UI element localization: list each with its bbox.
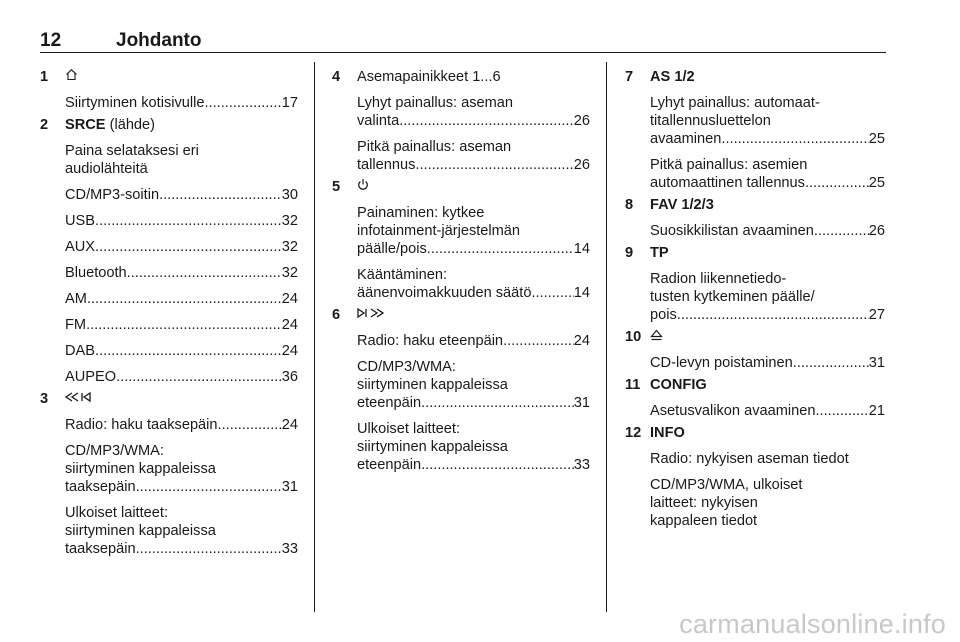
toc-leader — [95, 212, 282, 230]
legend-item — [625, 376, 885, 420]
item-number: 1 — [40, 69, 49, 85]
legend-item — [625, 328, 885, 372]
home-icon — [65, 68, 78, 86]
toc-leader — [95, 238, 282, 256]
description-line: CD/MP3/WMA, ulkoiset — [650, 477, 803, 494]
toc-leader — [86, 316, 282, 334]
page-ref: 17 — [281, 95, 298, 112]
description — [65, 142, 298, 178]
description-line: Painaminen: kytkee — [357, 205, 485, 222]
column-3 — [625, 68, 885, 534]
page-ref: 21 — [868, 403, 885, 420]
description — [357, 332, 590, 350]
toc-text: AUX — [65, 239, 96, 256]
page-ref: 24 — [281, 343, 298, 360]
description — [650, 354, 885, 372]
legend-item — [625, 424, 885, 530]
toc-entry — [65, 316, 298, 334]
toc-text: pois — [650, 307, 677, 323]
toc-leader — [503, 332, 574, 350]
toc-text: valinta — [357, 113, 400, 129]
description — [65, 442, 298, 496]
control-name: SRCE — [65, 117, 106, 134]
page-ref: 33 — [573, 457, 590, 474]
description — [65, 416, 298, 434]
toc-entry — [65, 94, 298, 112]
toc-text: FM — [65, 317, 87, 334]
description-line: tusten kytkeminen päälle/ — [650, 289, 815, 305]
legend-item — [332, 178, 590, 302]
item-title — [650, 376, 885, 394]
description — [357, 420, 590, 474]
description — [65, 238, 298, 256]
page-ref: 24 — [573, 333, 590, 350]
toc-entry — [65, 186, 298, 204]
toc-entry — [650, 306, 885, 324]
toc-entry — [357, 332, 590, 350]
toc-entry — [650, 174, 885, 192]
toc-text: eteenpäin — [357, 457, 422, 474]
item-number: 2 — [40, 117, 49, 134]
toc-leader — [136, 540, 282, 558]
toc-entry — [65, 478, 298, 496]
description-line: Radio: nykyisen aseman tiedot — [650, 451, 849, 468]
description-line: Pitkä painallus: aseman — [357, 139, 512, 155]
toc-entry — [650, 402, 885, 420]
toc-entry — [65, 540, 298, 558]
description-line: Lyhyt painallus: automaat- — [650, 95, 820, 111]
legend-item — [625, 244, 885, 324]
legend-item — [40, 390, 298, 558]
description — [650, 402, 885, 420]
item-title — [65, 390, 298, 408]
toc-text: tallennus — [357, 157, 416, 173]
item-title — [65, 68, 298, 86]
page-header — [40, 30, 886, 52]
section-title: Johdanto — [116, 30, 202, 51]
description — [65, 316, 298, 334]
header-rule — [40, 52, 886, 53]
item-number: 4 — [332, 69, 341, 85]
description-line: audiolähteitä — [65, 161, 148, 178]
watermark: carmanualsonline.info — [679, 609, 946, 639]
toc-text: taaksepäin — [65, 541, 136, 558]
toc-entry — [357, 456, 590, 474]
description — [650, 94, 885, 148]
description — [357, 266, 590, 302]
toc-entry — [357, 240, 590, 258]
toc-leader — [399, 112, 574, 130]
toc-text: Radio: haku eteenpäin — [357, 333, 504, 350]
control-name: CONFIG — [650, 377, 707, 394]
page-ref: 24 — [281, 291, 298, 308]
toc-leader — [421, 456, 574, 474]
toc-entry — [65, 416, 298, 434]
page-ref: 26 — [573, 157, 590, 173]
item-title — [650, 328, 885, 346]
control-name: TP — [650, 245, 669, 261]
description — [65, 186, 298, 204]
toc-text: CD/MP3-soitin — [65, 187, 160, 204]
description-line: siirtyminen kappaleissa — [65, 523, 216, 540]
item-number: 9 — [625, 245, 634, 261]
description — [65, 504, 298, 558]
toc-entry — [65, 342, 298, 360]
description-line: siirtyminen kappaleissa — [65, 461, 216, 478]
page-ref: 24 — [281, 417, 298, 434]
description — [650, 270, 885, 324]
toc-leader — [136, 478, 282, 496]
description-line: siirtyminen kappaleissa — [357, 439, 508, 456]
toc-leader — [816, 402, 869, 420]
page-number: 12 — [40, 30, 62, 51]
description — [357, 204, 590, 258]
item-title — [650, 68, 885, 86]
description-line: laitteet: nykyisen — [650, 495, 758, 512]
page-ref: 30 — [281, 187, 298, 204]
page-ref: 24 — [281, 317, 298, 334]
page-ref: 33 — [281, 541, 298, 558]
description — [357, 358, 590, 412]
description — [357, 94, 590, 130]
description — [65, 264, 298, 282]
toc-leader — [127, 264, 282, 282]
page-ref: 26 — [868, 223, 885, 239]
description-line: titallennusluettelon — [650, 113, 771, 129]
legend-item — [625, 196, 885, 240]
column-divider-1 — [314, 62, 315, 612]
page-ref: 14 — [573, 285, 590, 302]
toc-entry — [357, 284, 590, 302]
page-ref: 31 — [281, 479, 298, 496]
description-line: siirtyminen kappaleissa — [357, 377, 508, 394]
description — [650, 450, 885, 468]
item-number: 6 — [332, 307, 341, 324]
column-divider-2 — [606, 62, 607, 612]
toc-entry — [650, 354, 885, 372]
description — [65, 368, 298, 386]
page-ref: 26 — [573, 113, 590, 129]
description-line: Lyhyt painallus: aseman — [357, 95, 514, 111]
item-title — [357, 306, 590, 324]
description-line: kappaleen tiedot — [650, 513, 758, 530]
toc-text: USB — [65, 213, 96, 230]
legend-item — [332, 68, 590, 174]
toc-text: eteenpäin — [357, 395, 422, 412]
legend-item — [332, 306, 590, 474]
description-line: Radion liikennetiedo- — [650, 271, 787, 287]
item-number: 7 — [625, 69, 634, 85]
toc-text: CD-levyn poistaminen — [650, 355, 793, 372]
toc-leader — [205, 94, 282, 112]
item-title — [650, 424, 885, 442]
page-ref: 36 — [281, 369, 298, 386]
toc-entry — [357, 112, 590, 130]
toc-leader — [814, 222, 869, 240]
description — [650, 156, 885, 192]
toc-text: avaaminen — [650, 131, 722, 147]
toc-leader — [421, 394, 574, 412]
toc-text: Radio: haku taaksepäin — [65, 417, 218, 434]
toc-entry — [650, 222, 885, 240]
item-title — [65, 116, 298, 134]
control-name: FAV 1/2/3 — [650, 197, 714, 213]
column-2 — [332, 68, 590, 478]
toc-entry — [65, 238, 298, 256]
page-ref: 32 — [281, 213, 298, 230]
description — [650, 476, 885, 530]
item-number: 10 — [625, 329, 642, 345]
control-name: Asemapainikkeet 1...6 — [357, 69, 501, 85]
legend-item — [40, 116, 298, 386]
page-ref: 32 — [281, 265, 298, 282]
item-title — [650, 244, 885, 262]
description-line: Paina selataksesi eri — [65, 143, 199, 160]
toc-entry — [65, 212, 298, 230]
toc-leader — [531, 284, 573, 302]
page-ref: 32 — [281, 239, 298, 256]
power-icon — [357, 178, 369, 196]
page-ref: 14 — [573, 241, 590, 258]
description-line: Kääntäminen: — [357, 267, 448, 284]
description-line: infotainment-järjestelmän — [357, 223, 521, 240]
description-line: CD/MP3/WMA: — [65, 443, 164, 460]
toc-leader — [793, 354, 869, 372]
toc-text: taaksepäin — [65, 479, 136, 496]
item-title — [357, 68, 590, 86]
toc-leader — [805, 174, 869, 192]
page-ref: 31 — [573, 395, 590, 412]
item-number: 8 — [625, 197, 634, 213]
toc-text: Siirtyminen kotisivulle — [65, 95, 205, 112]
control-name: AS 1/2 — [650, 69, 695, 85]
control-name: INFO — [650, 425, 685, 442]
item-title — [357, 178, 590, 196]
description — [650, 222, 885, 240]
toc-text: DAB — [65, 343, 96, 360]
toc-leader — [116, 368, 282, 386]
toc-leader — [427, 240, 574, 258]
item-title — [650, 196, 885, 214]
description-line: CD/MP3/WMA: — [357, 359, 456, 376]
toc-text: automaattinen tallennus — [650, 175, 805, 191]
toc-text: Asetusvalikon avaaminen — [650, 403, 816, 420]
toc-text: Bluetooth — [65, 265, 127, 282]
toc-entry — [357, 394, 590, 412]
toc-leader — [677, 306, 869, 324]
legend-item — [625, 68, 885, 192]
toc-leader — [95, 342, 282, 360]
toc-leader — [415, 156, 573, 174]
description — [65, 212, 298, 230]
description-line: Pitkä painallus: asemien — [650, 157, 808, 173]
page-ref: 25 — [868, 175, 885, 191]
eject-icon — [650, 328, 663, 346]
toc-leader — [218, 416, 282, 434]
toc-entry — [65, 368, 298, 386]
toc-text: AM — [65, 291, 87, 308]
toc-text: Suosikkilistan avaaminen — [650, 223, 814, 239]
description — [65, 342, 298, 360]
description-line: Ulkoiset laitteet: — [65, 505, 169, 522]
toc-leader — [159, 186, 282, 204]
toc-entry — [357, 156, 590, 174]
item-number: 11 — [625, 377, 641, 394]
legend-item — [40, 68, 298, 112]
column-1 — [40, 68, 298, 562]
item-number: 3 — [40, 391, 49, 408]
seek-forward-icon — [357, 306, 387, 324]
toc-leader — [721, 130, 868, 148]
item-number: 12 — [625, 425, 642, 442]
control-note: (lähde) — [105, 117, 156, 134]
item-number: 5 — [332, 179, 341, 195]
page-ref: 25 — [868, 131, 885, 147]
page-ref: 27 — [868, 307, 885, 323]
description — [357, 138, 590, 174]
page-ref: 31 — [868, 355, 885, 372]
toc-text: äänenvoimakkuuden säätö — [357, 285, 532, 302]
description — [65, 290, 298, 308]
toc-entry — [65, 290, 298, 308]
seek-back-icon — [65, 390, 95, 408]
toc-text: päälle/pois — [357, 241, 427, 258]
description — [65, 94, 298, 112]
description-line: Ulkoiset laitteet: — [357, 421, 461, 438]
toc-entry — [65, 264, 298, 282]
toc-text: AUPEO — [65, 369, 117, 386]
toc-leader — [87, 290, 282, 308]
toc-entry — [650, 130, 885, 148]
